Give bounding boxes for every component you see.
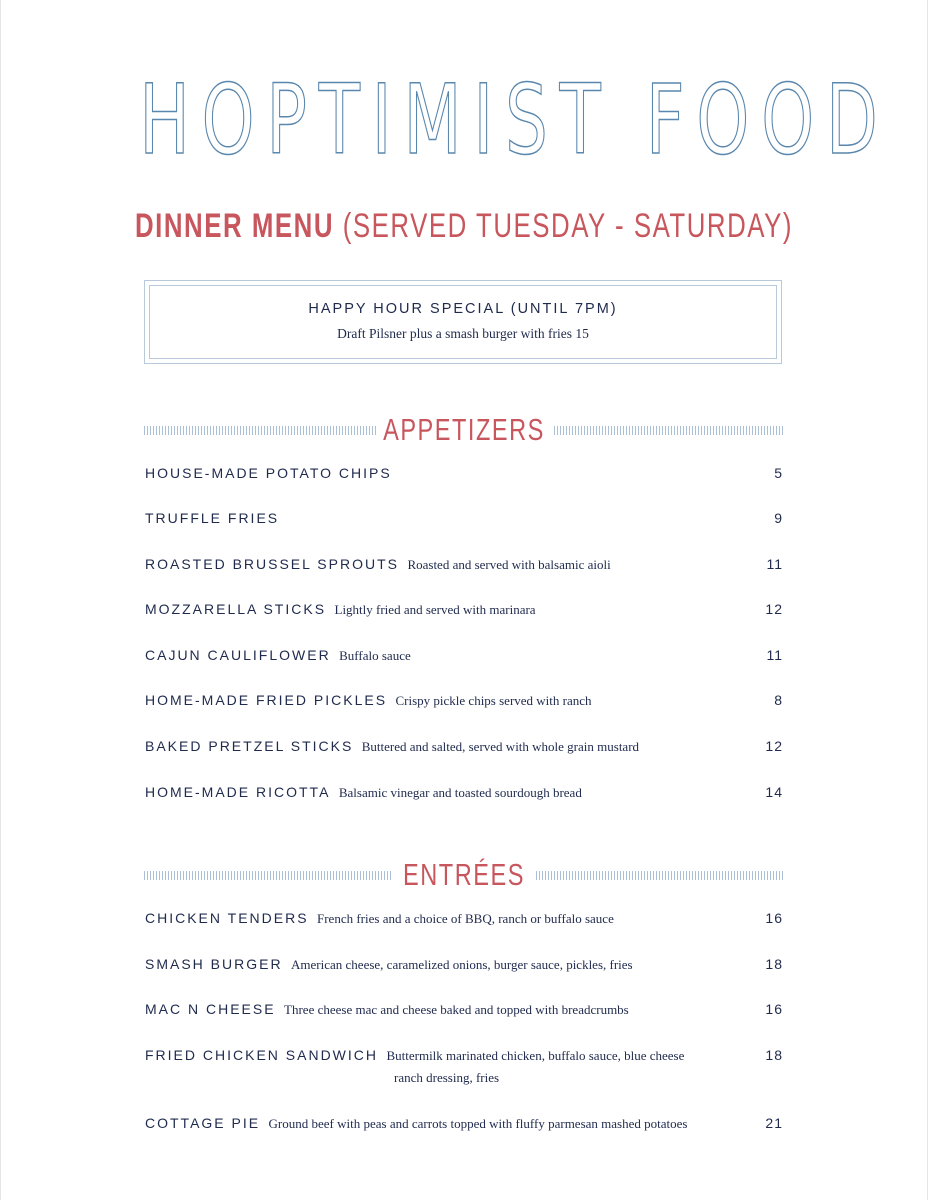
divider-rule — [144, 426, 376, 435]
menu-item — [145, 692, 785, 712]
menu-item — [145, 1115, 785, 1135]
item-description: Three cheese mac and cheese baked and topped with breadcrumbs — [284, 1002, 629, 1017]
menu-item — [145, 647, 785, 667]
menu-item — [145, 784, 785, 804]
item-description: Lightly fried and served with marinara — [334, 602, 536, 617]
item-price: 16 — [765, 1001, 783, 1017]
item-name: SMASH BURGER — [145, 956, 283, 972]
restaurant-title: HOPTIMIST FOOD — [139, 64, 890, 176]
page-edge — [0, 0, 1, 1200]
divider-rule — [536, 871, 784, 880]
item-name: HOME-MADE FRIED PICKLES — [145, 692, 388, 708]
item-description: Roasted and served with balsamic aioli — [407, 557, 611, 572]
menu-item — [145, 556, 785, 576]
item-name: HOME-MADE RICOTTA — [145, 784, 331, 800]
item-description: Balsamic vinegar and toasted sourdough bread — [338, 785, 582, 800]
section-title-entrees: ENTRÉES — [403, 857, 525, 892]
menu-item — [145, 738, 785, 758]
item-name: BAKED PRETZEL STICKS — [145, 738, 354, 754]
item-description: Buttered and salted, served with whole grain mustard — [361, 739, 640, 754]
item-price: 8 — [774, 692, 783, 708]
item-name: MAC N CHEESE — [145, 1001, 276, 1017]
happy-hour-inner-border — [149, 285, 777, 359]
item-name: MOZZARELLA STICKS — [145, 601, 327, 617]
menu-name: DINNER MENU — [134, 207, 335, 245]
item-description: Buttermilk marinated chicken, buffalo sauce, blue cheese — [386, 1048, 685, 1063]
happy-hour-title: HAPPY HOUR SPECIAL (UNTIL 7PM) — [308, 301, 618, 317]
divider-rule — [554, 426, 784, 435]
menu-item — [145, 601, 785, 621]
item-description: Crispy pickle chips served with ranch — [395, 693, 592, 708]
item-description: Buffalo sauce — [339, 648, 411, 663]
item-name: ROASTED BRUSSEL SPROUTS — [145, 556, 399, 572]
item-name: TRUFFLE FRIES — [145, 510, 280, 526]
menu-item — [145, 510, 785, 530]
happy-hour-box — [144, 280, 782, 364]
item-price: 11 — [766, 647, 783, 663]
item-description: American cheese, caramelized onions, burger sauce, pickles, fries — [291, 957, 633, 972]
item-price: 18 — [765, 1047, 783, 1063]
menu-subtitle — [111, 204, 816, 248]
item-price: 21 — [765, 1115, 783, 1131]
item-price: 9 — [774, 510, 783, 526]
item-price: 14 — [765, 784, 783, 800]
menu-item — [145, 1047, 785, 1085]
item-price: 18 — [765, 956, 783, 972]
item-price: 12 — [765, 601, 783, 617]
menu-item — [145, 1001, 785, 1021]
entrees-header — [144, 855, 784, 895]
item-price: 5 — [774, 465, 783, 481]
section-title-appetizers: APPETIZERS — [383, 412, 545, 447]
item-price: 12 — [765, 738, 783, 754]
item-description: French fries and a choice of BBQ, ranch or buffalo sauce — [317, 911, 614, 926]
item-description: Ground beef with peas and carrots topped with fluffy parmesan mashed potatoes — [268, 1116, 688, 1131]
menu-item — [145, 465, 785, 485]
item-price: 16 — [765, 910, 783, 926]
item-name: CAJUN CAULIFLOWER — [145, 647, 331, 663]
item-name: COTTAGE PIE — [145, 1115, 261, 1131]
item-name: CHICKEN TENDERS — [145, 910, 309, 926]
menu-item — [145, 910, 785, 930]
item-price: 11 — [766, 556, 783, 572]
menu-schedule: (SERVED TUESDAY - SATURDAY) — [342, 207, 794, 245]
happy-hour-description: Draft Pilsner plus a smash burger with fries 15 — [337, 326, 589, 341]
menu-item — [145, 956, 785, 976]
item-name: FRIED CHICKEN SANDWICH — [145, 1047, 379, 1063]
item-description-continued: ranch dressing, fries — [394, 1070, 500, 1085]
item-name: HOUSE-MADE POTATO CHIPS — [145, 465, 392, 481]
appetizers-header — [144, 410, 784, 450]
